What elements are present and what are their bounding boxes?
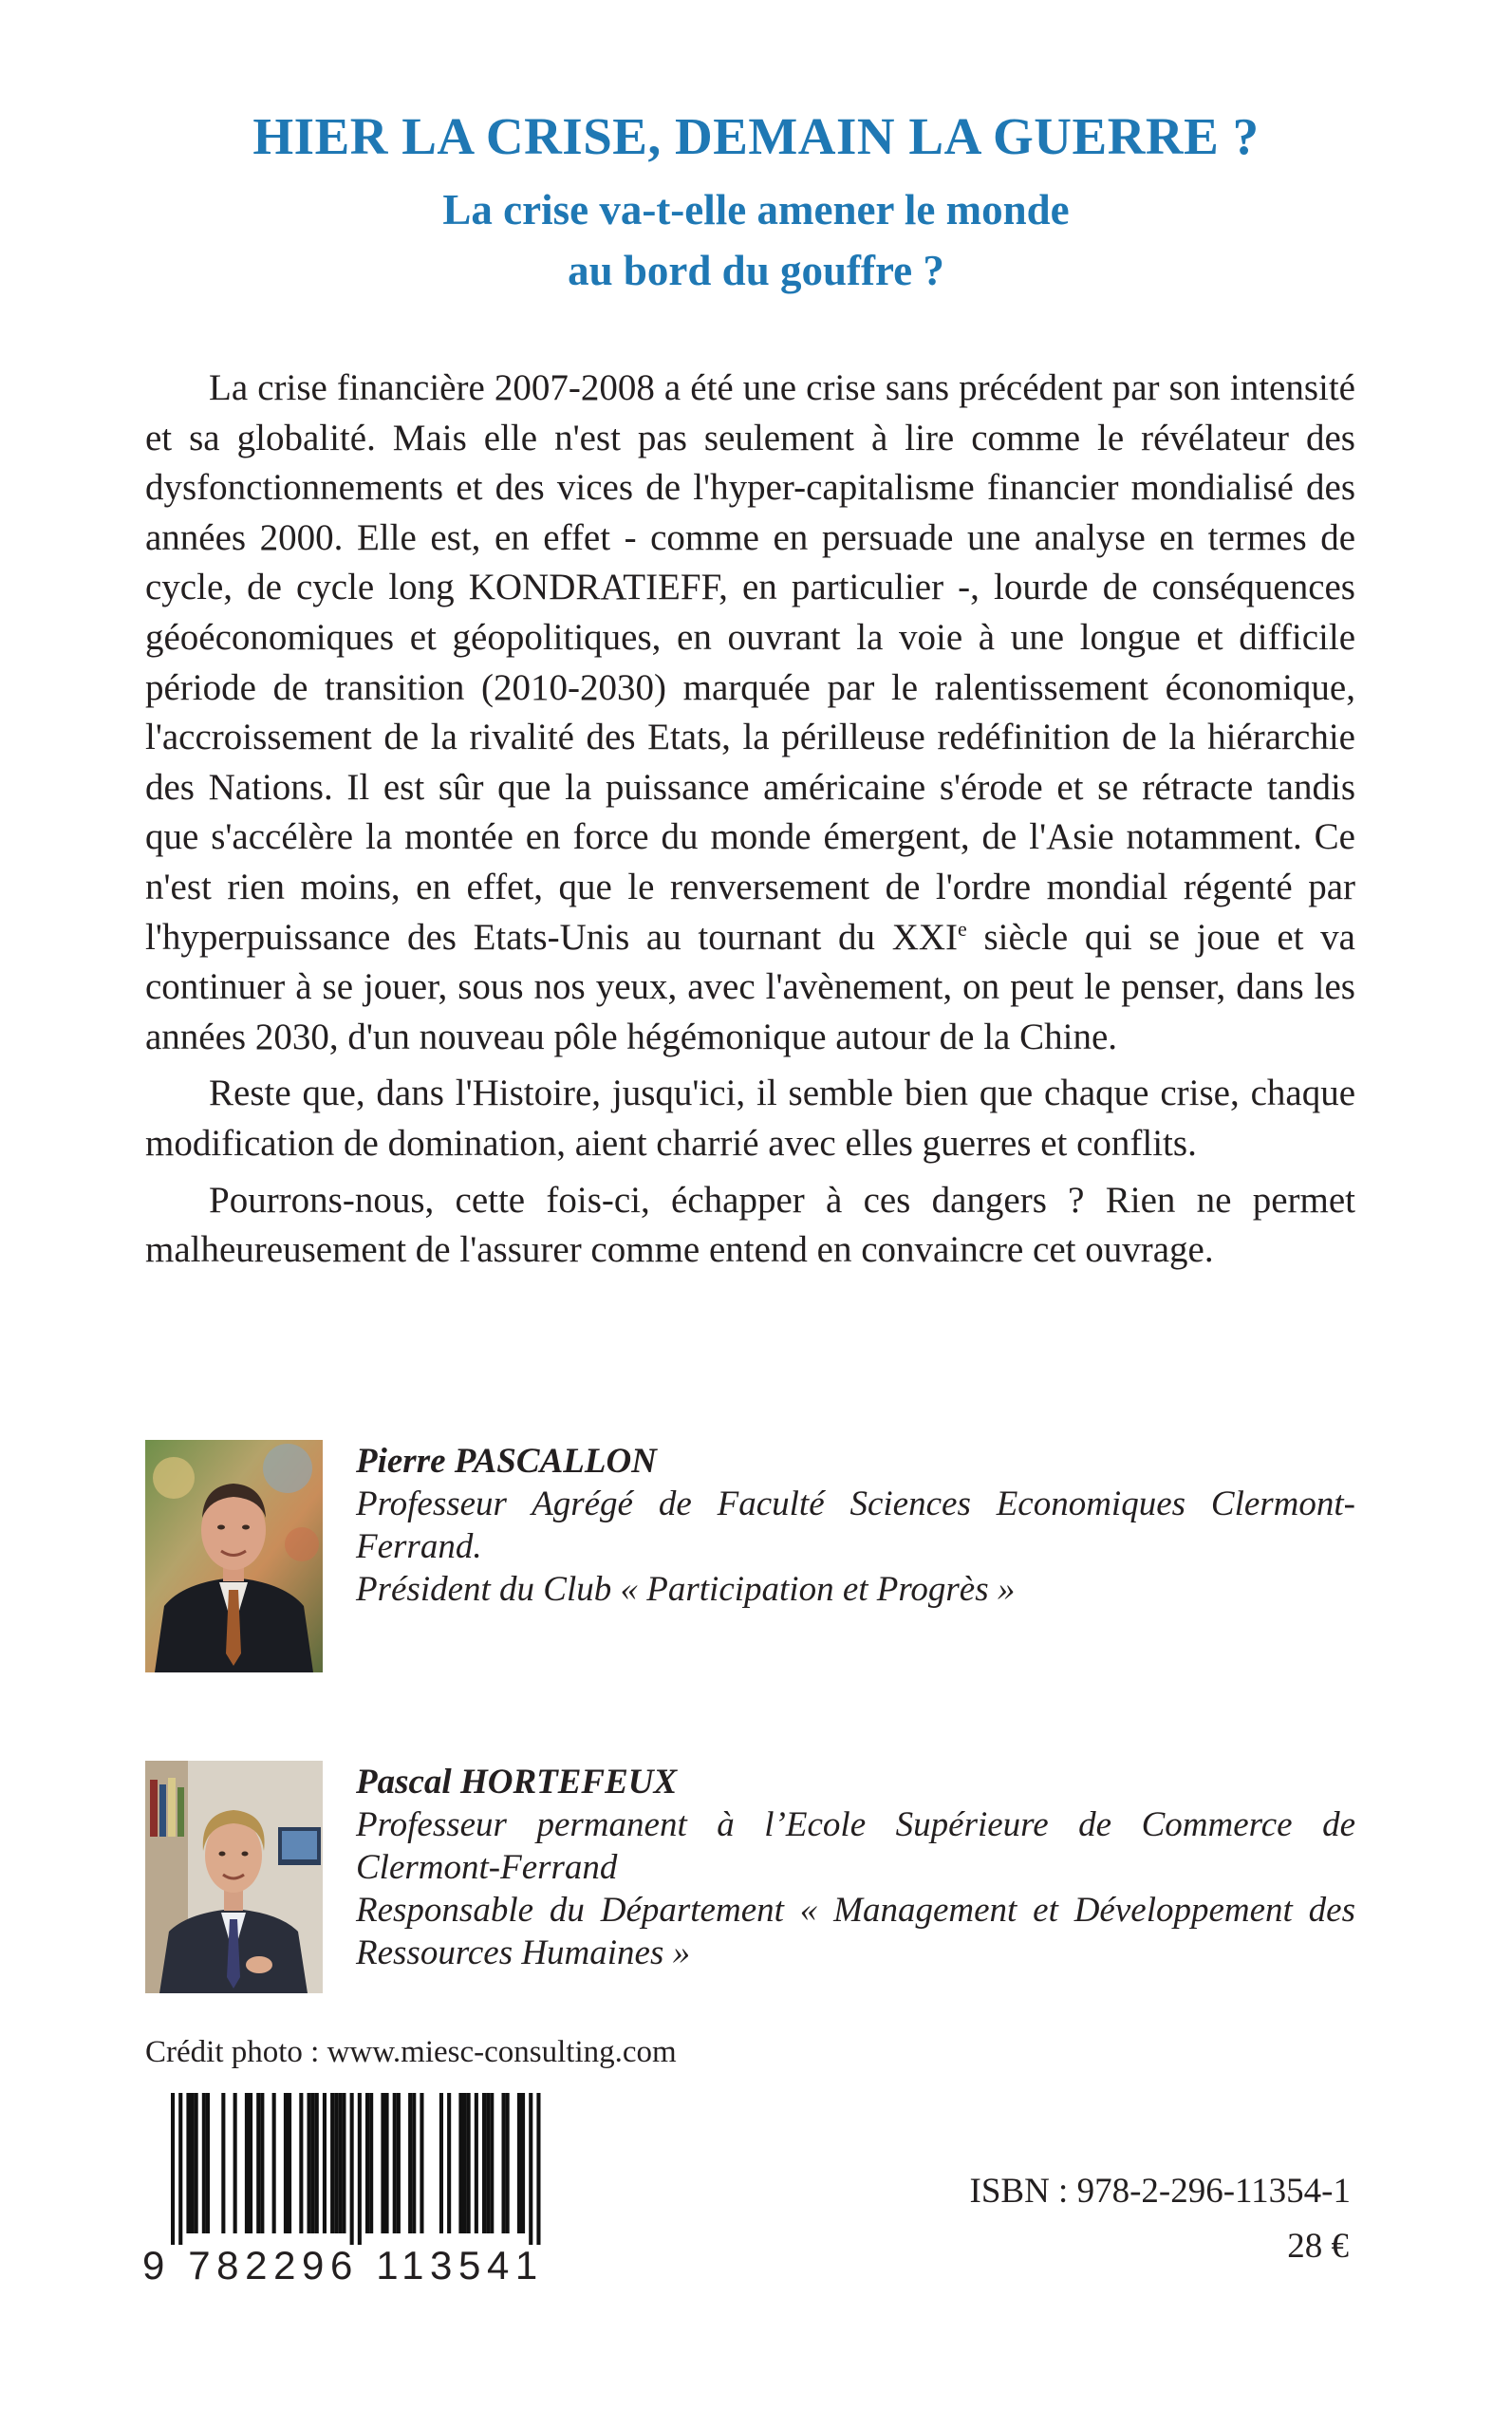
blurb-p1-text: La crise financière 2007-2008 a été une crise sans précédent par son intensité et sa globalité. Mais elle n'est pas seulement à lire comme le révélateur des dysfonctionnements et des vices de l'hyper-capitalisme financier mondialisé des années 2000. Elle est, en effet - comme en persuade une analyse en termes de cycle, de cycle long KONDRATIEFF, en particulier -, lourde de conséquences géoéconomiques et géopolitiques, en ouvrant la voie à une longue et difficile période de transition (2010-2030) marquée par le ralentissement économique, l'accroissement de la rivalité des Etats, la périlleuse redéfinition de la hiérarchie des Nations. Il est sûr que la puissance américaine s'érode et se rétracte tandis que s'accélère la montée en force du monde émergent, de l'Asie notamment. Ce n'est rien moins, en effet, que le renversement de l'ordre mondial régenté par l'hyperpuissance des Etats-Unis au tournant du XXI (145, 367, 1355, 958)
barcode-bar (338, 2093, 342, 2233)
author-name-2: Pascal HORTEFEUX (356, 1763, 678, 1802)
barcode-bar (506, 2093, 510, 2233)
author-block-1 (145, 1440, 1355, 1672)
barcode-bar (330, 2093, 334, 2233)
blurb-p1-text-end: siècle qui se joue et va continuer à se jouer, sous nos yeux, avec l'avènement, on peut le penser, dans les années 2030, d'un nouveau pôle hégémonique autour de la Chine. (145, 916, 1355, 1057)
barcode-bar (447, 2093, 451, 2233)
barcode-bar (381, 2093, 384, 2233)
barcode-bar (256, 2093, 260, 2233)
barcode-bar (358, 2093, 362, 2245)
price: 28 € (1287, 2227, 1349, 2266)
isbn: ISBN : 978-2-296-11354-1 (969, 2172, 1351, 2211)
century-superscript: e (958, 916, 967, 941)
author-1-title: Professeur Agrégé de Faculté Sciences Economiques Clermont-Ferrand. (356, 1485, 1355, 1566)
barcode-bar (420, 2093, 423, 2233)
blurb-paragraph-3: Pourrons-nous, cette fois-ci, échapper à ces dangers ? Rien ne permet malheureusement de l'assurer comme entend en convaincre cet ouvrage. (145, 1179, 1355, 1271)
blurb (145, 364, 1355, 1282)
barcode-bar (529, 2093, 532, 2245)
barcode-bar (439, 2093, 443, 2233)
barcode-bar (536, 2093, 540, 2245)
barcode-bar (502, 2093, 506, 2233)
barcode-bar (412, 2093, 416, 2233)
barcode-bar (342, 2093, 345, 2233)
author-info-1 (356, 1440, 1355, 1611)
author-name-1: Pierre PASCALLON (356, 1442, 657, 1481)
barcode-bar (186, 2093, 190, 2233)
author-2-title: Professeur permanent à l’Ecole Supérieure de Commerce de Clermont-Ferrand (356, 1805, 1355, 1887)
barcode-bar (206, 2093, 210, 2233)
barcode-digits: 9 782296 113541 (142, 2243, 544, 2288)
barcode-bar (486, 2093, 490, 2233)
barcode-bar (202, 2093, 206, 2233)
barcode-bar (171, 2093, 175, 2245)
subtitle-line-2: au bord du gouffre ? (568, 247, 944, 294)
barcode-bar (245, 2093, 249, 2233)
barcode-bar (272, 2093, 276, 2233)
barcode-bar (191, 2093, 195, 2233)
barcode-bar (467, 2093, 471, 2233)
barcode-bars (142, 2093, 565, 2245)
barcode-bar (521, 2093, 525, 2233)
barcode-bar (195, 2093, 198, 2233)
barcode-bar (385, 2093, 389, 2233)
barcode-bar (463, 2093, 467, 2233)
subtitle-line-1: La crise va-t-elle amener le monde (442, 186, 1070, 233)
barcode-bar (369, 2093, 373, 2233)
barcode-bar (299, 2093, 303, 2233)
barcode-bar (365, 2093, 369, 2233)
barcode-bar (308, 2093, 311, 2233)
barcode-bar (475, 2093, 478, 2233)
barcode-bar (288, 2093, 291, 2233)
barcode-bar (408, 2093, 412, 2233)
barcode-bar (249, 2093, 252, 2233)
barcode-bar (490, 2093, 494, 2233)
author-2-role: Responsable du Département « Management et Développement des Ressources Humaines » (356, 1891, 1355, 1972)
author-photo-hortefeux (145, 1761, 323, 1993)
barcode-bar (178, 2093, 182, 2245)
barcode-bar (311, 2093, 315, 2233)
main-title: HIER LA CRISE, DEMAIN LA GUERRE ? (252, 107, 1260, 165)
barcode-bar (233, 2093, 237, 2233)
barcode-bar (284, 2093, 288, 2233)
barcode-bar (221, 2093, 225, 2233)
blurb-paragraph-2: Reste que, dans l'Histoire, jusqu'ici, il semble bien que chaque crise, chaque modification de domination, aient charrié avec elles guerres et conflits. (145, 1073, 1355, 1164)
photo-credit: Crédit photo : www.miesc-consulting.com (145, 2035, 677, 2069)
author-1-role: Président du Club « Participation et Progrès » (356, 1570, 1016, 1609)
author-photo-pascallon (145, 1440, 323, 1672)
barcode-bar (350, 2093, 354, 2245)
blurb-paragraph-1 (145, 364, 1355, 1062)
barcode-bar (393, 2093, 397, 2233)
author-info-2 (356, 1761, 1355, 1974)
barcode-bar (315, 2093, 319, 2233)
barcode-bar (260, 2093, 264, 2233)
barcode-bar (323, 2093, 327, 2233)
barcode (142, 2093, 565, 2292)
barcode-bar (334, 2093, 338, 2233)
author-block-2 (145, 1761, 1355, 1993)
barcode-bar (517, 2093, 521, 2233)
barcode-bar (482, 2093, 486, 2233)
barcode-bar (458, 2093, 462, 2233)
barcode-bar (397, 2093, 401, 2233)
